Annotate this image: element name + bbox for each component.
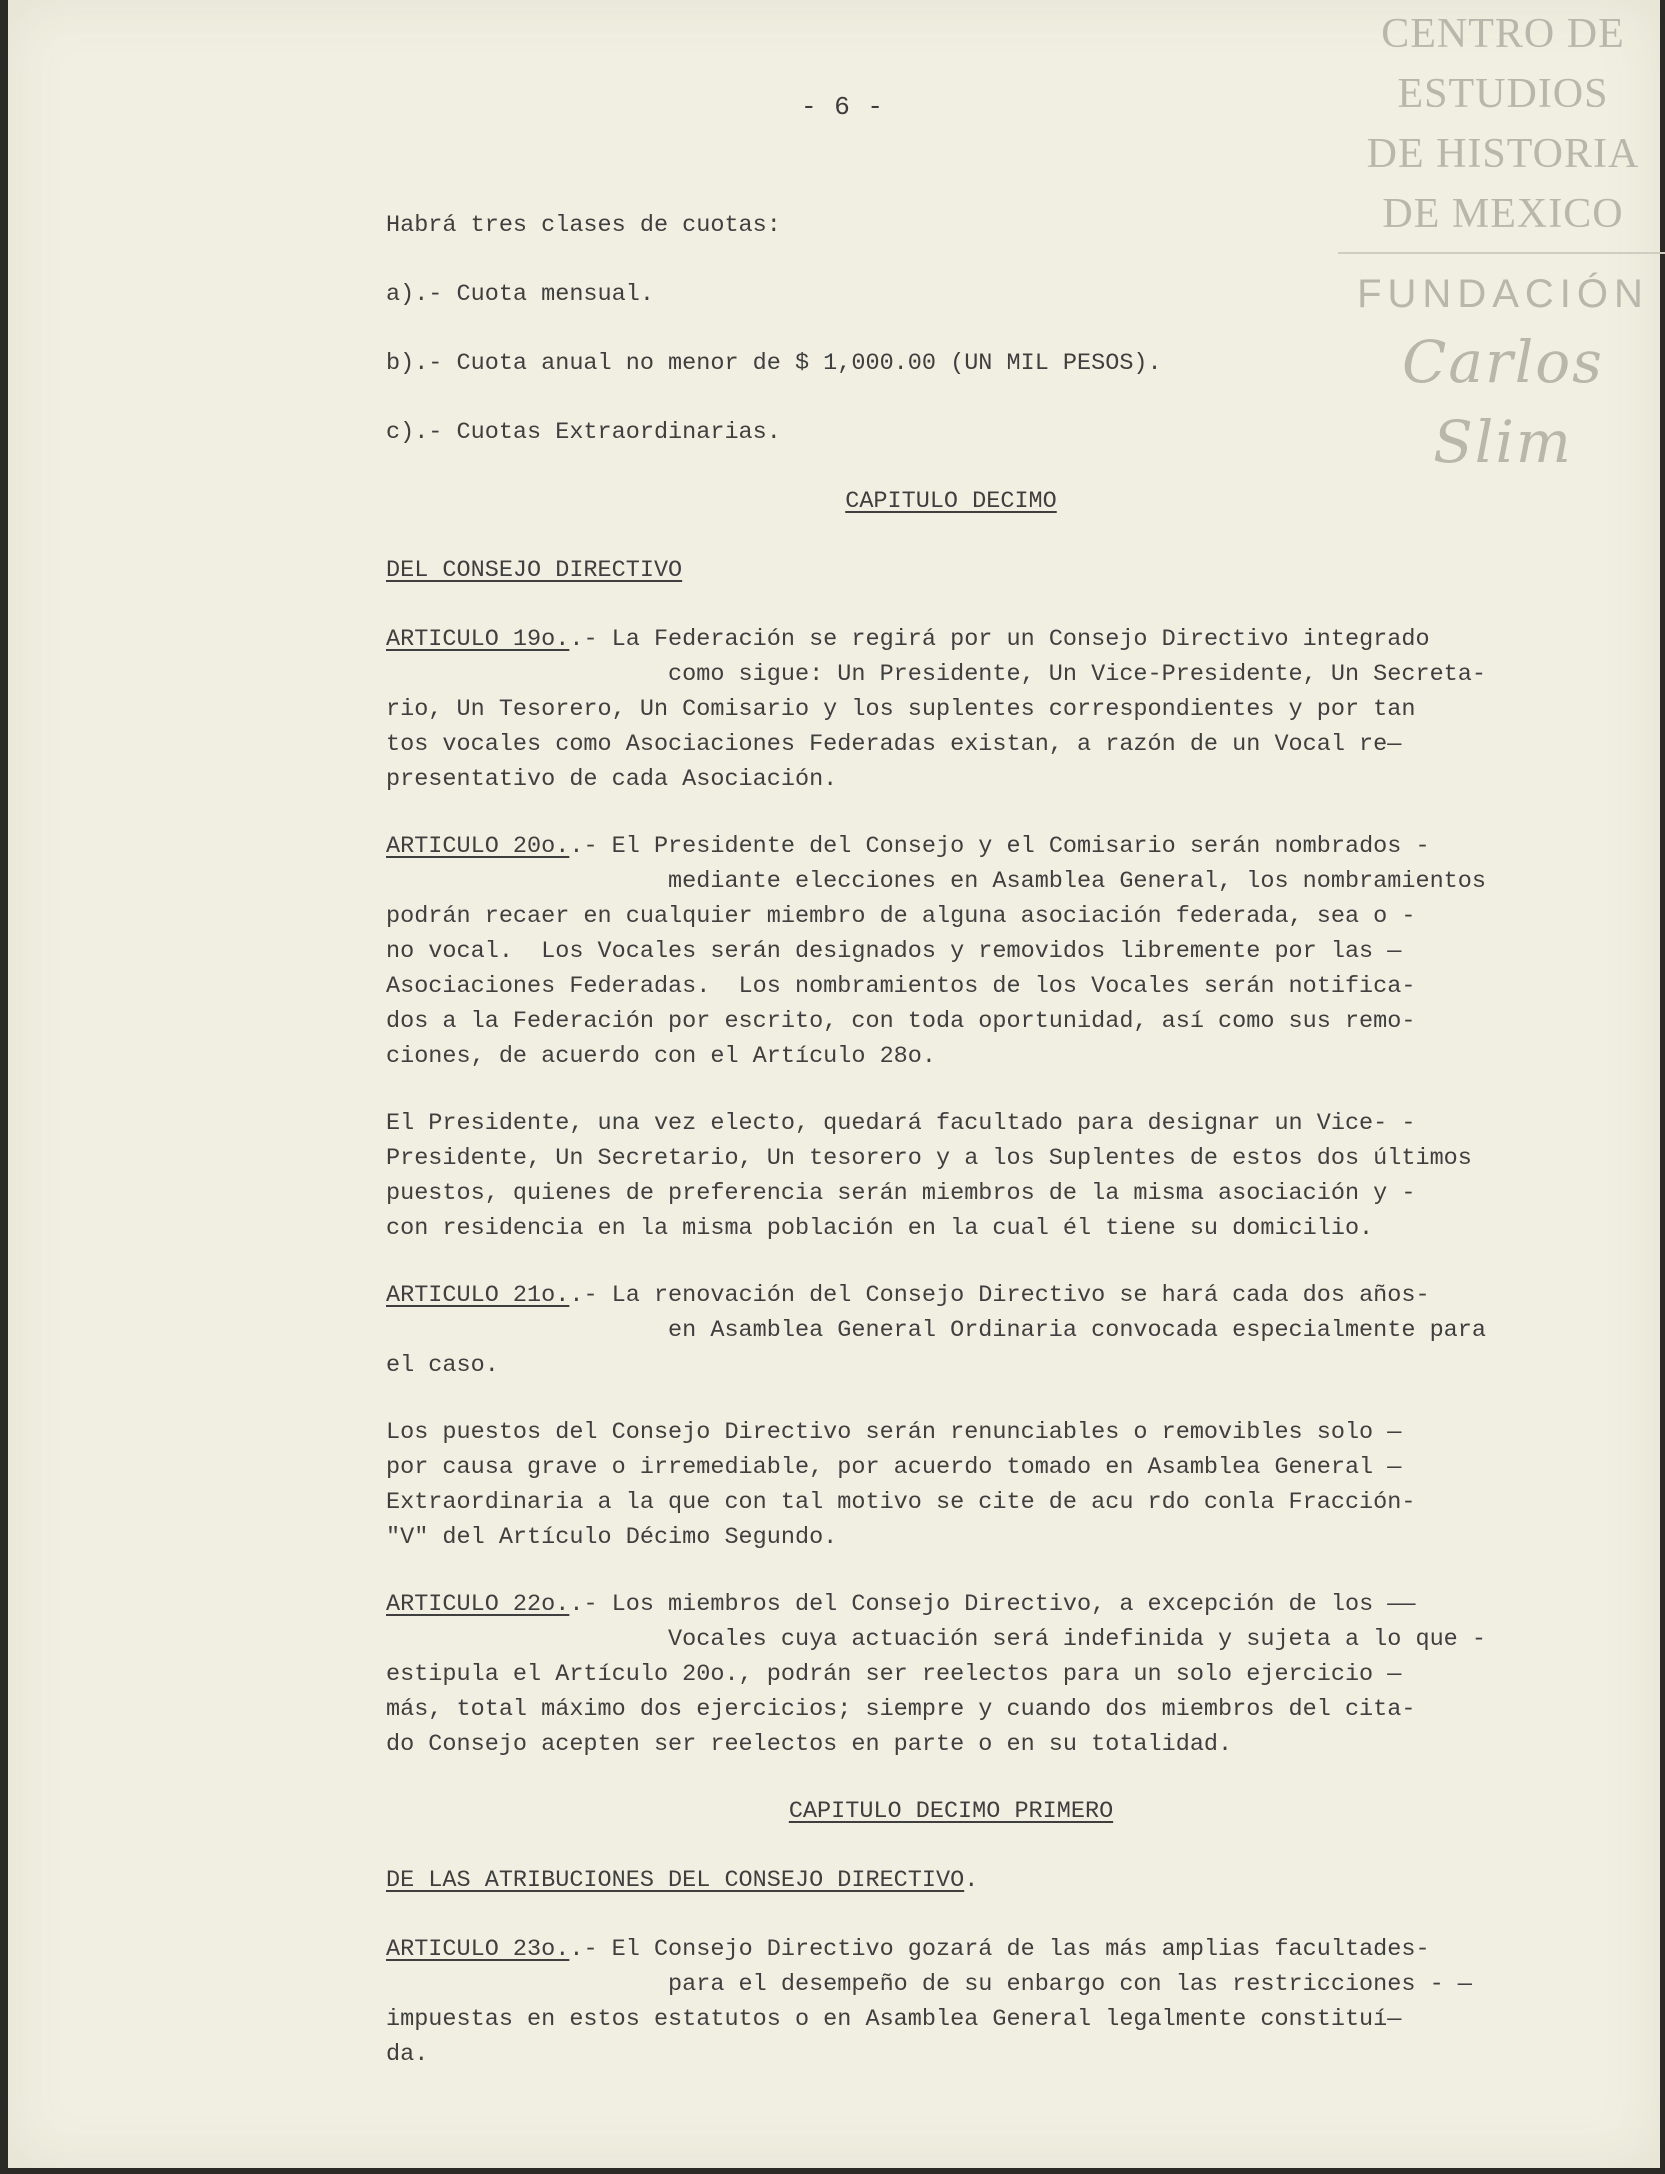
article-text: .- El Presidente del Consejo y el Comisario serán nombrados - <box>569 833 1430 860</box>
paragraph-line: Presidente, Un Secretario, Un tesorero y a los Suplentes de estos dos últimos <box>386 1145 1472 1172</box>
page-number: - 6 - <box>801 92 885 122</box>
watermark-foundation: FUNDACIÓN <box>1357 272 1649 316</box>
article-23 <box>386 1932 1586 2072</box>
article-label: ARTICULO 20o. <box>386 833 570 860</box>
watermark-line: DE HISTORIA <box>1366 131 1640 177</box>
article-line: do Consejo acepten ser reelectos en parte o en su totalidad. <box>386 1731 1233 1758</box>
article-line: dos a la Federación por escrito, con toda oportunidad, así como sus remo- <box>386 1008 1416 1035</box>
article-line: ciones, de acuerdo con el Artículo 28o. <box>386 1043 936 1070</box>
cuota-item-b: b).- Cuota anual no menor de $ 1,000.00 (UN MIL PESOS). <box>386 350 1162 377</box>
presidente-paragraph <box>386 1106 1586 1246</box>
article-line: podrán recaer en cualquier miembro de alguna asociación federada, sea o - <box>386 903 1416 930</box>
chapter-title-text: CAPITULO DECIMO PRIMERO <box>788 1798 1114 1825</box>
chapter-title <box>386 1794 1516 1829</box>
watermark-line: CENTRO DE <box>1381 11 1625 57</box>
paragraph-line: Los puestos del Consejo Directivo serán renunciables o removibles solo — <box>386 1419 1402 1446</box>
article-label: ARTICULO 22o. <box>386 1591 570 1618</box>
paragraph-line: "V" del Artículo Décimo Segundo. <box>386 1524 838 1551</box>
article-line: presentativo de cada Asociación. <box>386 766 838 793</box>
article-19 <box>386 622 1586 797</box>
puestos-paragraph <box>386 1415 1586 1555</box>
cuota-item-c: c).- Cuotas Extraordinarias. <box>386 419 781 446</box>
paragraph-line: por causa grave o irremediable, por acuerdo tomado en Asamblea General — <box>386 1454 1402 1481</box>
document-page <box>8 0 1660 2168</box>
article-label: ARTICULO 21o. <box>386 1282 570 1309</box>
article-line: estipula el Artículo 20o., podrán ser reelectos para un solo ejercicio — <box>386 1661 1402 1688</box>
article-line: mediante elecciones en Asamblea General, los nombramientos <box>386 868 1486 895</box>
article-line: impuestas en estos estatutos o en Asamblea General legalmente constituí— <box>386 2006 1402 2033</box>
cuotas-intro: Habrá tres clases de cuotas: <box>386 212 781 239</box>
paragraph-line: El Presidente, una vez electo, quedará facultado para designar un Vice- - <box>386 1110 1416 1137</box>
article-line: Vocales cuya actuación será indefinida y sujeta a lo que - <box>386 1626 1486 1653</box>
watermark-line: ESTUDIOS <box>1397 71 1609 117</box>
article-label: ARTICULO 23o. <box>386 1936 570 1963</box>
article-20 <box>386 829 1586 1074</box>
article-line: rio, Un Tesorero, Un Comisario y los suplentes correspondientes y por tan <box>386 696 1416 723</box>
article-21 <box>386 1278 1586 1383</box>
article-line: más, total máximo dos ejercicios; siempre y cuando dos miembros del cita- <box>386 1696 1416 1723</box>
paragraph-line: puestos, quienes de preferencia serán miembros de la misma asociación y - <box>386 1180 1416 1207</box>
chapter-heading-text: DE LAS ATRIBUCIONES DEL CONSEJO DIRECTIVO <box>386 1867 965 1894</box>
chapter-title <box>386 484 1516 519</box>
chapter-heading-period: . <box>964 1867 979 1894</box>
cuota-item-a: a).- Cuota mensual. <box>386 281 654 308</box>
article-line: para el desempeño de su enbargo con las restricciones - — <box>386 1971 1472 1998</box>
article-line: no vocal. Los Vocales serán designados y removidos libremente por las — <box>386 938 1402 965</box>
watermark-line: DE MEXICO <box>1382 191 1624 237</box>
article-label: ARTICULO 19o. <box>386 626 570 653</box>
article-text: .- Los miembros del Consejo Directivo, a excepción de los —— <box>569 1591 1416 1618</box>
paragraph-line: Extraordinaria a la que con tal motivo se cite de acu rdo conla Fracción- <box>386 1489 1416 1516</box>
chapter-heading <box>386 1863 1586 1898</box>
article-line: el caso. <box>386 1352 499 1379</box>
article-line: da. <box>386 2041 429 2068</box>
article-text: .- La Federación se regirá por un Consejo Directivo integrado <box>569 626 1430 653</box>
watermark-signature: Carlos Slim <box>1402 328 1604 476</box>
chapter-heading <box>386 553 1586 588</box>
article-line: tos vocales como Asociaciones Federadas existan, a razón de un Vocal re— <box>386 731 1402 758</box>
article-22 <box>386 1587 1586 1762</box>
paragraph-line: con residencia en la misma población en la cual él tiene su domicilio. <box>386 1215 1374 1242</box>
article-text: .- El Consejo Directivo gozará de las más amplias facultades- <box>569 1936 1430 1963</box>
article-text: .- La renovación del Consejo Directivo se hará cada dos años- <box>569 1282 1430 1309</box>
article-line: Asociaciones Federadas. Los nombramientos de los Vocales serán notifica- <box>386 973 1416 1000</box>
chapter-title-text: CAPITULO DECIMO <box>845 488 1057 515</box>
chapter-heading-text: DEL CONSEJO DIRECTIVO <box>386 557 683 584</box>
article-line: como sigue: Un Presidente, Un Vice-Presidente, Un Secreta- <box>386 661 1486 688</box>
document-body <box>386 208 1586 2072</box>
article-line: en Asamblea General Ordinaria convocada especialmente para <box>386 1317 1486 1344</box>
